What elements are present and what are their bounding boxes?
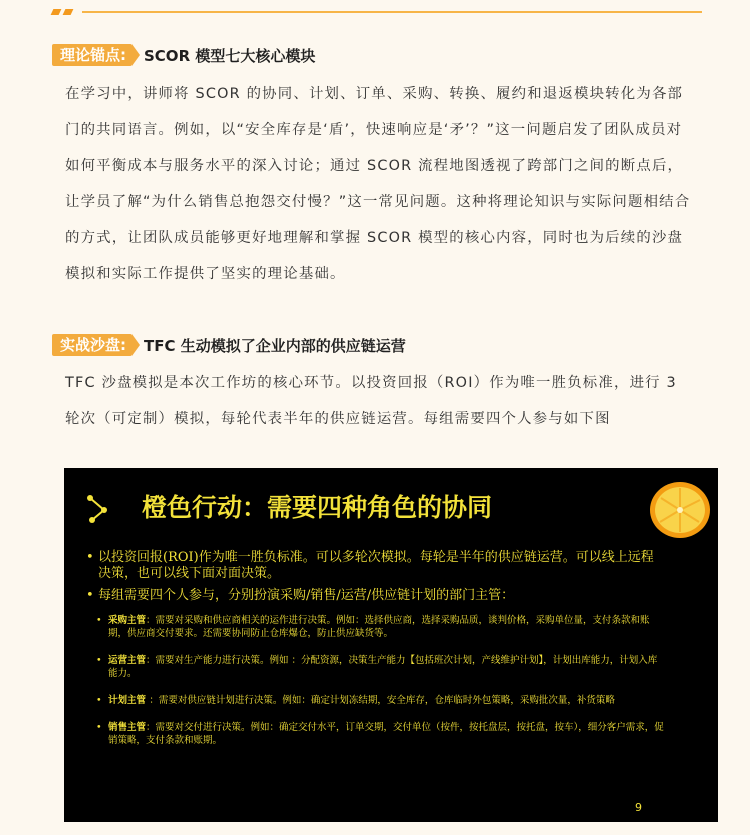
role-name: 采购主管	[108, 615, 147, 626]
slide-image	[64, 468, 718, 822]
slide-title: 橙色行动：需要四种角色的协同	[142, 493, 493, 522]
slide-bullet: • 每组需要四个人参与，分别扮演采购/销售/运营/供应链计划的部门主管：	[86, 588, 666, 604]
orange-icon	[644, 474, 714, 540]
connector-icon	[86, 494, 110, 524]
role-item	[86, 721, 666, 747]
top-decoration	[52, 9, 702, 15]
section-tag: 实战沙盘:	[52, 334, 132, 356]
slide-bullet: • 以投资回报(ROI)作为唯一胜负标准。可以多轮次模拟。每轮是半年的供应链运营。可以线上远程决策，也可以线下面对面决策。	[86, 550, 666, 582]
slide-bullet-list	[86, 550, 666, 761]
role-name: 计划主管	[108, 695, 150, 706]
section-title: TFC 生动模拟了企业内部的供应链运营	[144, 336, 406, 355]
role-text: ：需要对供应链计划进行决策。例如：确定计划冻结期，安全库存，仓库临时外包策略，采购批次量，补货策略	[149, 695, 615, 706]
role-item	[86, 694, 666, 707]
role-text: ：需要对交付进行决策。例如：确定交付水平，订单交期，交付单位（按件，按托盘层，按托盘，按车），细分客户需求，促销策略，支付条款和账期。	[108, 722, 664, 746]
role-name: 运营主管	[108, 655, 147, 666]
section-tag: 理论锚点:	[52, 44, 132, 66]
section-title: SCOR 模型七大核心模块	[144, 46, 316, 65]
section-heading-theory	[52, 42, 315, 68]
slash-decoration	[63, 9, 74, 15]
section-paragraph: TFC 沙盘模拟是本次工作坊的核心环节。以投资回报（ROI）作为唯一胜负标准，进行 3 轮次（可定制）模拟，每轮代表半年的供应链运营。每组需要四个人参与如下图	[65, 375, 677, 427]
role-text: ：需要对采购和供应商相关的运作进行决策。例如：选择供应商，选择采购品质，谈判价格，采购单位量，支付条款和账期，供应商交付要求。还需要协同防止仓库爆仓，防止供应缺货等。	[108, 615, 650, 639]
section-heading-sandbox	[52, 332, 406, 358]
section-paragraph: 在学习中，讲师将 SCOR 的协同、计划、订单、采购、转换、履约和退返模块转化为各部门的共同语言。例如，以“安全库存是‘盾’，快速响应是‘矛’？”这一问题启发了团队成员对如何平衡成本与服务水平的深入讨论；通过 SCOR 流程地图透视了跨部门之间的断点后，让学员了解“为什么销售总抱怨交付慢？”这一常见问题。这种将理论知识与实际问题相结合的方式，让团队成员能够更好地理解和掌握 SCOR 模型的核心内容，同时也为后续的沙盘模拟和实际工作提供了坚实的理论基础。	[65, 86, 691, 282]
role-text: ：需要对生产能力进行决策。例如 ：分配资源，决策生产能力【包括班次计划，产线维护计划】，计划出库能力，计划入库能力。	[108, 655, 658, 679]
role-name: 销售主管	[108, 722, 147, 733]
slash-decoration	[51, 9, 62, 15]
role-item	[86, 614, 666, 640]
role-item	[86, 654, 666, 680]
slide-page-number: 9	[635, 801, 642, 814]
divider-line	[82, 11, 702, 13]
